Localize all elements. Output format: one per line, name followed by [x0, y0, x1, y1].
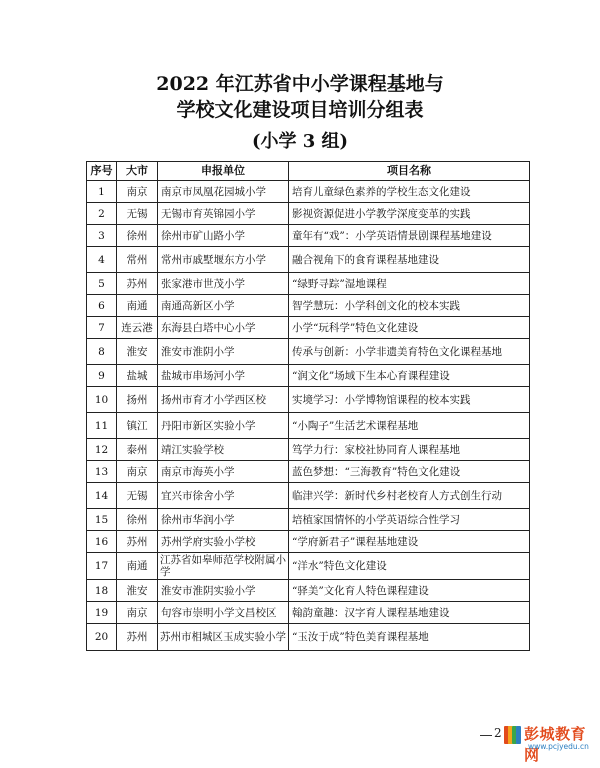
row-number: 17: [87, 553, 117, 580]
row-unit: 苏州学府实验小学校: [158, 531, 289, 553]
header-project: 项目名称: [289, 162, 530, 181]
row-city: 连云港: [117, 317, 158, 339]
table-row: [87, 461, 530, 483]
table-row: [87, 624, 530, 651]
document-subtitle: (小学 3 组): [251, 131, 349, 152]
row-number: 9: [87, 365, 117, 387]
table-row: [87, 295, 530, 317]
row-city: 无锡: [117, 203, 158, 225]
document-title-line1: 2022 年江苏省中小学课程基地与: [156, 73, 444, 95]
row-city: 苏州: [117, 531, 158, 553]
table-row: [87, 225, 530, 247]
row-unit: 常州市戚墅堰东方小学: [158, 247, 289, 273]
row-project: “洋水”特色文化建设: [289, 553, 530, 580]
grouping-table: [86, 161, 530, 651]
table-row: [87, 387, 530, 413]
row-number: 1: [87, 181, 117, 203]
row-project: “绿野寻踪”湿地课程: [289, 273, 530, 295]
row-unit: 苏州市相城区玉成实验小学: [158, 624, 289, 651]
row-number: 16: [87, 531, 117, 553]
table-row: [87, 273, 530, 295]
row-unit: 南京市海英小学: [158, 461, 289, 483]
row-unit: 张家港市世茂小学: [158, 273, 289, 295]
row-city: 南京: [117, 602, 158, 624]
watermark-url: www.pcjyedu.cn: [528, 742, 589, 751]
row-number: 20: [87, 624, 117, 651]
table-row: [87, 339, 530, 365]
table-row: [87, 483, 530, 509]
table-row: [87, 317, 530, 339]
table-row: [87, 602, 530, 624]
row-unit: 无锡市育英锦园小学: [158, 203, 289, 225]
row-project: 实境学习：小学博物馆课程的校本实践: [289, 387, 530, 413]
row-city: 淮安: [117, 339, 158, 365]
row-unit: 南通高新区小学: [158, 295, 289, 317]
row-city: 南通: [117, 295, 158, 317]
table-row: [87, 509, 530, 531]
row-project: 融合视角下的食育课程基地建设: [289, 247, 530, 273]
row-number: 11: [87, 413, 117, 439]
row-number: 4: [87, 247, 117, 273]
row-project: “玉汝于成”特色美育课程基地: [289, 624, 530, 651]
table-row: [87, 247, 530, 273]
row-city: 扬州: [117, 387, 158, 413]
row-unit: 淮安市淮阴实验小学: [158, 580, 289, 602]
row-number: 6: [87, 295, 117, 317]
book-icon: [504, 726, 522, 744]
row-project: 翰韵童趣：汉字育人课程基地建设: [289, 602, 530, 624]
row-project: 临津兴学：新时代乡村老校育人方式创生行动: [289, 483, 530, 509]
row-unit: 靖江实验学校: [158, 439, 289, 461]
row-unit: 徐州市矿山路小学: [158, 225, 289, 247]
table-row: [87, 531, 530, 553]
row-project: 培植家国情怀的小学英语综合性学习: [289, 509, 530, 531]
row-city: 徐州: [117, 509, 158, 531]
row-number: 13: [87, 461, 117, 483]
row-project: “学府新君子”课程基地建设: [289, 531, 530, 553]
row-project: 培育儿童绿色素养的学校生态文化建设: [289, 181, 530, 203]
row-unit: 淮安市淮阴小学: [158, 339, 289, 365]
site-watermark-logo: [502, 720, 600, 764]
table-header-row: [87, 162, 530, 181]
row-project: “小陶子”生活艺术课程基地: [289, 413, 530, 439]
row-unit: 丹阳市新区实验小学: [158, 413, 289, 439]
table-row: [87, 413, 530, 439]
table-row: [87, 181, 530, 203]
row-number: 8: [87, 339, 117, 365]
table-row: [87, 439, 530, 461]
row-number: 19: [87, 602, 117, 624]
row-project: 智学慧玩：小学科创文化的校本实践: [289, 295, 530, 317]
row-number: 18: [87, 580, 117, 602]
row-unit: 句容市崇明小学文昌校区: [158, 602, 289, 624]
row-project: “润文化”场域下生本心育课程建设: [289, 365, 530, 387]
row-city: 徐州: [117, 225, 158, 247]
row-unit: 扬州市育才小学西区校: [158, 387, 289, 413]
row-unit: 南京市凤凰花园城小学: [158, 181, 289, 203]
row-project: 影视资源促进小学教学深度变革的实践: [289, 203, 530, 225]
row-city: 盐城: [117, 365, 158, 387]
row-unit: 徐州市华润小学: [158, 509, 289, 531]
row-city: 常州: [117, 247, 158, 273]
row-unit: 江苏省如皋师范学校附属小学: [158, 553, 289, 580]
row-city: 泰州: [117, 439, 158, 461]
row-number: 3: [87, 225, 117, 247]
row-number: 5: [87, 273, 117, 295]
header-city: 大市: [117, 162, 158, 181]
row-unit: 盐城市串场河小学: [158, 365, 289, 387]
table-row: [87, 365, 530, 387]
row-unit: 东海县白塔中心小学: [158, 317, 289, 339]
table-row: [87, 553, 530, 580]
row-city: 淮安: [117, 580, 158, 602]
row-project: 蓝色梦想：“三海教育”特色文化建设: [289, 461, 530, 483]
row-city: 无锡: [117, 483, 158, 509]
watermark-name: 彭城教育网: [524, 725, 587, 764]
page-footer-dash: [480, 735, 492, 736]
table-row: [87, 580, 530, 602]
row-project: 笃学力行：家校社协同育人课程基地: [289, 439, 530, 461]
table-row: [87, 203, 530, 225]
row-unit: 宜兴市徐舍小学: [158, 483, 289, 509]
row-project: 童年有“戏”：小学英语情景剧课程基地建设: [289, 225, 530, 247]
row-number: 10: [87, 387, 117, 413]
header-unit: 申报单位: [158, 162, 289, 181]
row-number: 12: [87, 439, 117, 461]
row-project: “驿美”文化育人特色课程建设: [289, 580, 530, 602]
header-no: 序号: [87, 162, 117, 181]
row-project: 传承与创新：小学非遗美育特色文化课程基地: [289, 339, 530, 365]
table-body: [87, 181, 530, 651]
row-number: 2: [87, 203, 117, 225]
row-city: 苏州: [117, 273, 158, 295]
row-city: 苏州: [117, 624, 158, 651]
row-number: 7: [87, 317, 117, 339]
row-city: 南京: [117, 181, 158, 203]
row-project: 小学“玩科学”特色文化建设: [289, 317, 530, 339]
document-title-line2: 学校文化建设项目培训分组表: [176, 99, 424, 121]
row-city: 南通: [117, 553, 158, 580]
row-city: 镇江: [117, 413, 158, 439]
row-city: 南京: [117, 461, 158, 483]
row-number: 14: [87, 483, 117, 509]
page-number: 2: [494, 726, 502, 740]
row-number: 15: [87, 509, 117, 531]
